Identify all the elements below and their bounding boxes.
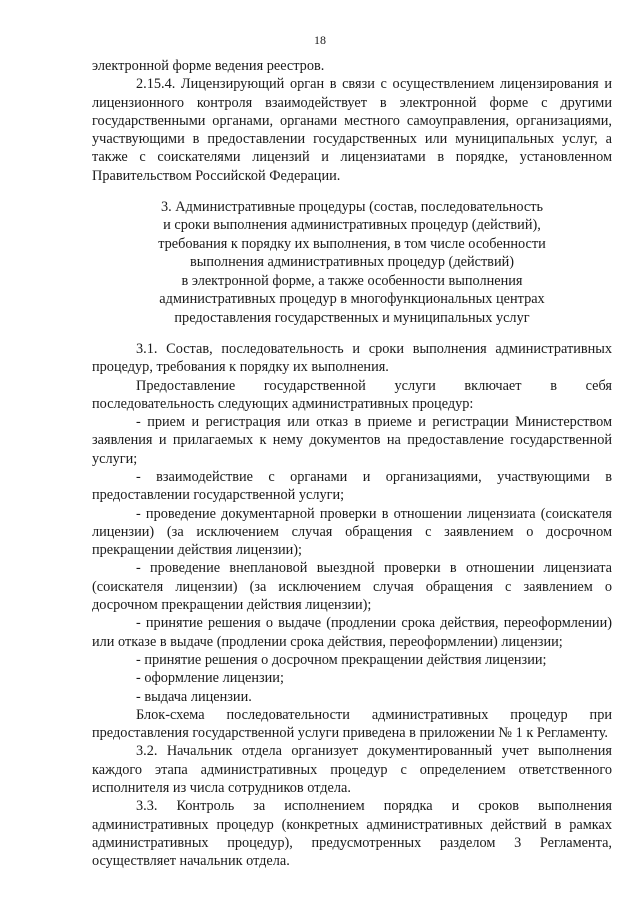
section-heading-line: в электронной форме, а также особенности выполнения — [181, 272, 523, 289]
list-item: - проведение документарной проверки в отношении лицензиата (соискателя лицензии) (за исключением случая обращения с заявлением о досрочном прекращении действия лицензии); — [92, 505, 612, 559]
section-heading-line: выполнения административных процедур (действий) — [189, 254, 515, 271]
paragraph: 3.1. Состав, последовательность и сроки выполнения административных процедур, требования к порядку их выполнения. — [92, 340, 612, 376]
list-item: - прием и регистрация или отказ в приеме и регистрации Министерством заявления и прилагаемых к нему документов на предоставление государственной услуги; — [92, 414, 612, 467]
document-body — [92, 57, 612, 871]
section-heading-line: административных процедур в многофункциональных центрах — [159, 291, 545, 308]
section-heading-line: предоставления государственных и муниципальных услуг — [174, 309, 530, 326]
paragraph: 3.3. Контроль за исполнением порядка и сроков выполнения административных процедур (конкретных административных действий в рамках административных процедур), предусмотренных разделом 3 Регламента, осуществляет начальник отдела. — [92, 798, 612, 870]
list-item: - выдача лицензии. — [136, 688, 252, 705]
section-heading-line: требования к порядку их выполнения, в том числе особенности — [158, 235, 546, 252]
list-item: - принятие решения о выдаче (продлении срока действия, переоформлении) или отказе в выдаче (продлении срока действия, переоформлении) лицензии; — [92, 615, 612, 650]
paragraph: Предоставление государственной услуги включает в себя последовательность следующих административных процедур: — [92, 377, 612, 412]
paragraph: электронной форме ведения реестров. — [92, 58, 325, 74]
section-heading — [116, 198, 588, 327]
list-item: - взаимодействие с органами и организациями, участвующими в предоставлении государственной услуги; — [92, 469, 612, 504]
list-item: - проведение внеплановой выездной проверки в отношении лицензиата (соискателя лицензии) (за исключением случая обращения с заявлением о досрочном прекращении действия лицензии); — [92, 560, 612, 614]
list-item: - оформление лицензии; — [136, 670, 284, 687]
paragraph: Блок-схема последовательности административных процедур при предоставления государственной услуги приведена в приложении № 1 к Регламенту. — [92, 706, 612, 742]
section-heading-line: и сроки выполнения административных процедур (действий), — [163, 217, 541, 234]
page-number: 18 — [314, 33, 326, 47]
section-heading-line: 3. Административные процедуры (состав, последовательность — [160, 199, 544, 216]
list-item: - принятие решения о досрочном прекращении действия лицензии; — [136, 651, 547, 668]
paragraph: 3.2. Начальник отдела организует документированный учет выполнения каждого этапа административных процедур с определением ответственного исполнителя из числа сотрудников отдела. — [92, 743, 612, 797]
paragraph: 2.15.4. Лицензирующий орган в связи с осуществлением лицензирования и лицензионного контроля взаимодействует в электронной форме с другими государственными органами, органами местного самоуправления, организациями, участвующими в предоставлении государственных или муниципальных услуг, а также с соискателями лицензий и лицензиатами в порядке, установленном Правительством Российской Федерации. — [92, 76, 612, 184]
